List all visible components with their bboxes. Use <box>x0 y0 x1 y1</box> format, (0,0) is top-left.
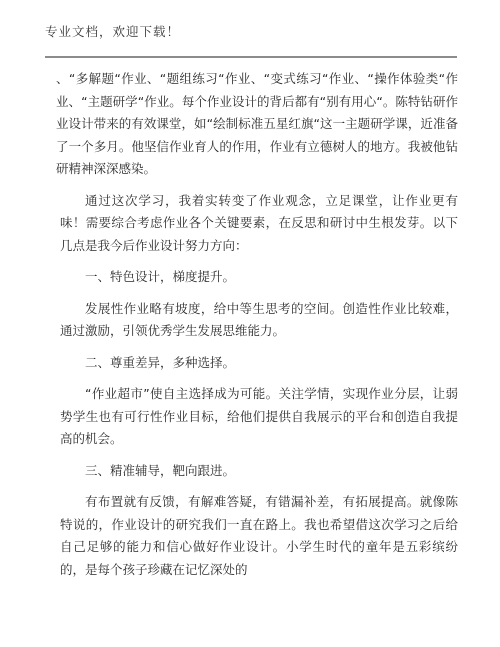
document-body <box>56 68 458 590</box>
section-heading-2: 二、尊重差异，多种选择。 <box>85 354 236 370</box>
paragraph-2: 通过这次学习，我着实转变了作业观念，立足课堂，让作业更有味！需要综合考虑作业各个关键要素，在反思和研讨中生根发芽。以下几点是我今后作业设计努力方向： <box>60 192 458 253</box>
paragraph-5: 有布置就有反馈，有解难答疑，有错漏补差，有拓展提高。就像陈特说的，作业设计的研究我们一直在路上。我也希望借这次学习之后给自己足够的能力和信心做好作业设计。小学生时代的童年是五彩缤纷的，是每个孩子珍藏在记忆深处的 <box>60 494 458 577</box>
section-heading-1: 一、特色设计，梯度提升。 <box>85 269 236 284</box>
paragraph-3: 发展性作业略有坡度，给中等生思考的空间。创造性作业比较难，通过激励，引领优秀学生发展思维能力。 <box>60 300 458 338</box>
header-divider <box>45 56 457 58</box>
section-heading-3: 三、精准辅导，靶向跟进。 <box>85 462 236 478</box>
paragraph-1: 、“多解题“作业、“题组练习“作业、“变式练习“作业、“操作体验类“作业、“主题研学“作业。每个作业设计的背后都有“别有用心“。陈特钻研作业设计带来的有效课堂，如“绘制标准五星红旗“这一主题研学课，近准备了一个多月。他坚信作业育人的作用，作业有立德树人的地方。我被他钻研精神深深感染。 <box>56 71 458 176</box>
paragraph-4: “作业超市”使自主选择成为可能。关注学情，实现作业分层，让弱势学生也有可行性作业目标，给他们提供自我展示的平台和创造自我提高的机会。 <box>60 386 458 446</box>
page-header: 专业文档，欢迎下载！ <box>45 24 181 39</box>
